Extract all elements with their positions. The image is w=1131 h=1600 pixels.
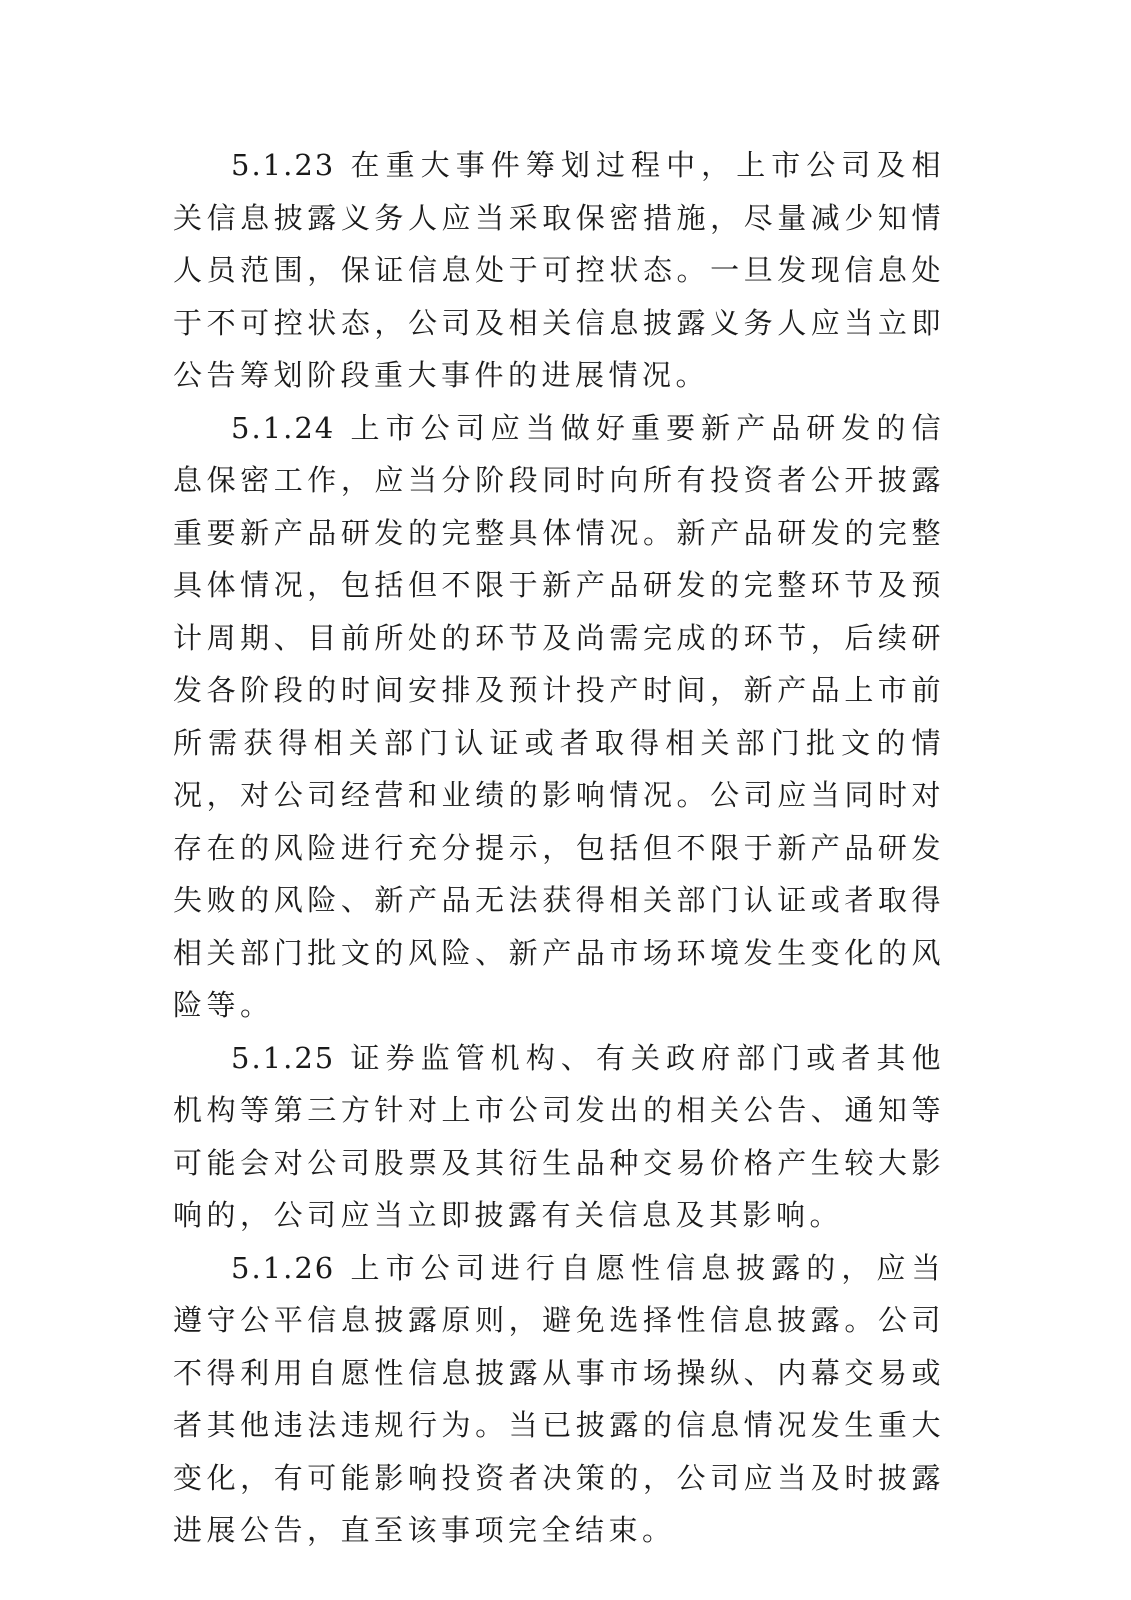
article-text: 上市公司应当做好重要新产品研发的信息保密工作，应当分阶段同时向所有投资者公开披露重要新产品研发的完整具体情况。新产品研发的完整具体情况，包括但不限于新产品研发的完整环节及预计周期、目前所处的环节及尚需完成的环节，后续研发各阶段的时间安排及预计投产时间，新产品上市前所需获得相关部门认证或者取得相关部门批文的情况，对公司经营和业绩的影响情况。公司应当同时对存在的风险进行充分提示，包括但不限于新产品研发失败的风险、新产品无法获得相关部门认证或者取得相关部门批文的风险、新产品市场环境发生变化的风险等。 <box>173 410 945 1022</box>
article-5-1-25 <box>173 1032 945 1242</box>
article-5-1-26 <box>173 1242 945 1557</box>
article-5-1-24 <box>173 402 945 1032</box>
document-body <box>173 139 945 1557</box>
article-number: 5.1.25 <box>231 1040 336 1075</box>
article-text: 在重大事件筹划过程中，上市公司及相关信息披露义务人应当采取保密措施，尽量减少知情人员范围，保证信息处于可控状态。一旦发现信息处于不可控状态，公司及相关信息披露义务人应当立即公告筹划阶段重大事件的进展情况。 <box>173 148 945 392</box>
article-number: 5.1.24 <box>231 410 336 445</box>
article-5-1-23 <box>173 139 945 402</box>
article-text: 证券监管机构、有关政府部门或者其他机构等第三方针对上市公司发出的相关公告、通知等可能会对公司股票及其衍生品种交易价格产生较大影响的，公司应当立即披露有关信息及其影响。 <box>173 1040 945 1232</box>
article-number: 5.1.26 <box>231 1250 336 1285</box>
article-text: 上市公司进行自愿性信息披露的，应当遵守公平信息披露原则，避免选择性信息披露。公司不得利用自愿性信息披露从事市场操纵、内幕交易或者其他违法违规行为。当已披露的信息情况发生重大变化，有可能影响投资者决策的，公司应当及时披露进展公告，直至该事项完全结束。 <box>173 1250 945 1547</box>
article-number: 5.1.23 <box>231 148 336 182</box>
